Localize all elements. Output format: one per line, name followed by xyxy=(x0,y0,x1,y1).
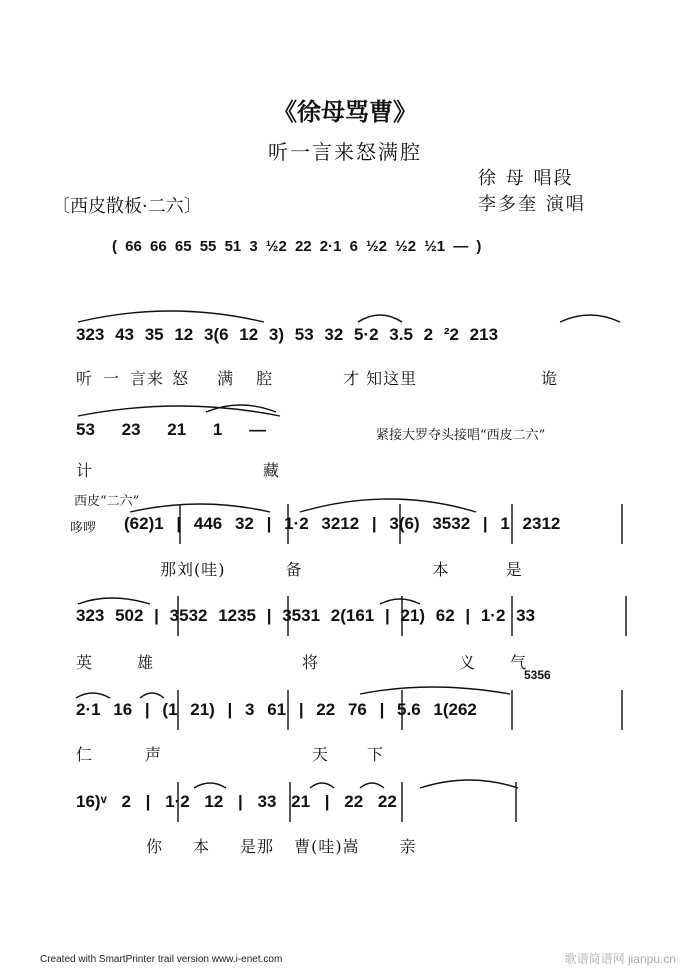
score-row-5: 323 502 | 3532 1235 | 3531 2(161 | 21) 62 | 1·2 33 xyxy=(76,606,536,625)
intro-syllable: 哆啰 xyxy=(70,521,97,536)
lyric-row-7: 你 本 是那 曹(哇)嵩 亲 xyxy=(146,837,417,856)
page-title: 《徐母骂曹》 xyxy=(273,97,417,126)
song-subtitle: 听一言来怒满腔 xyxy=(268,140,422,164)
site-watermark: 歌谱简谱网 jianpu.cn xyxy=(564,952,676,966)
footer-credit: Created with SmartPrinter trail version www.i-enet.com xyxy=(40,954,283,965)
lyric-row-3: 计 藏 xyxy=(76,461,281,480)
credit-role: 徐 母 唱段 xyxy=(478,168,574,189)
lyric-row-2: 听 一 言来 怒 满 腔 才 知这里 诡 xyxy=(76,369,559,388)
performance-direction: 紧接大罗夺头接唱“西皮二六” xyxy=(376,428,546,443)
score-row-1: ( 66 66 65 55 51 3 ½2 22 2·1 6 ½2 ½2 ½1 — ) xyxy=(112,238,482,255)
lyric-row-4: 那刘(哇) 备 本 是 xyxy=(160,560,523,579)
lyric-row-5: 英 雄 将 义 气 xyxy=(76,653,528,672)
grace-notes: 5356 xyxy=(524,668,551,682)
credit-singer: 李多奎 演唱 xyxy=(478,194,586,215)
lyric-row-6: 仁 声 天 下 xyxy=(76,745,385,764)
mode-label: 〔西皮散板·二六〕 xyxy=(52,196,202,217)
section-label: 西皮“二六” xyxy=(74,494,140,509)
score-row-2: 323 43 35 12 3(6 12 3) 53 32 5·2 3.5 2 ²2 213 xyxy=(76,325,499,344)
score-row-6: 2·1 16 | (1 21) | 3 61 | 22 76 | 5.6 1(262 xyxy=(76,700,477,719)
score-row-7: 16)ᵛ 2 | 1·2 12 | 33 21 | 22 22 xyxy=(76,792,397,811)
score-row-3: 53 23 21 1 — xyxy=(76,420,267,439)
score-row-4: (62)1 | 446 32 | 1·2 3212 | 3(6) 3532 | 1 2312 xyxy=(124,514,561,533)
